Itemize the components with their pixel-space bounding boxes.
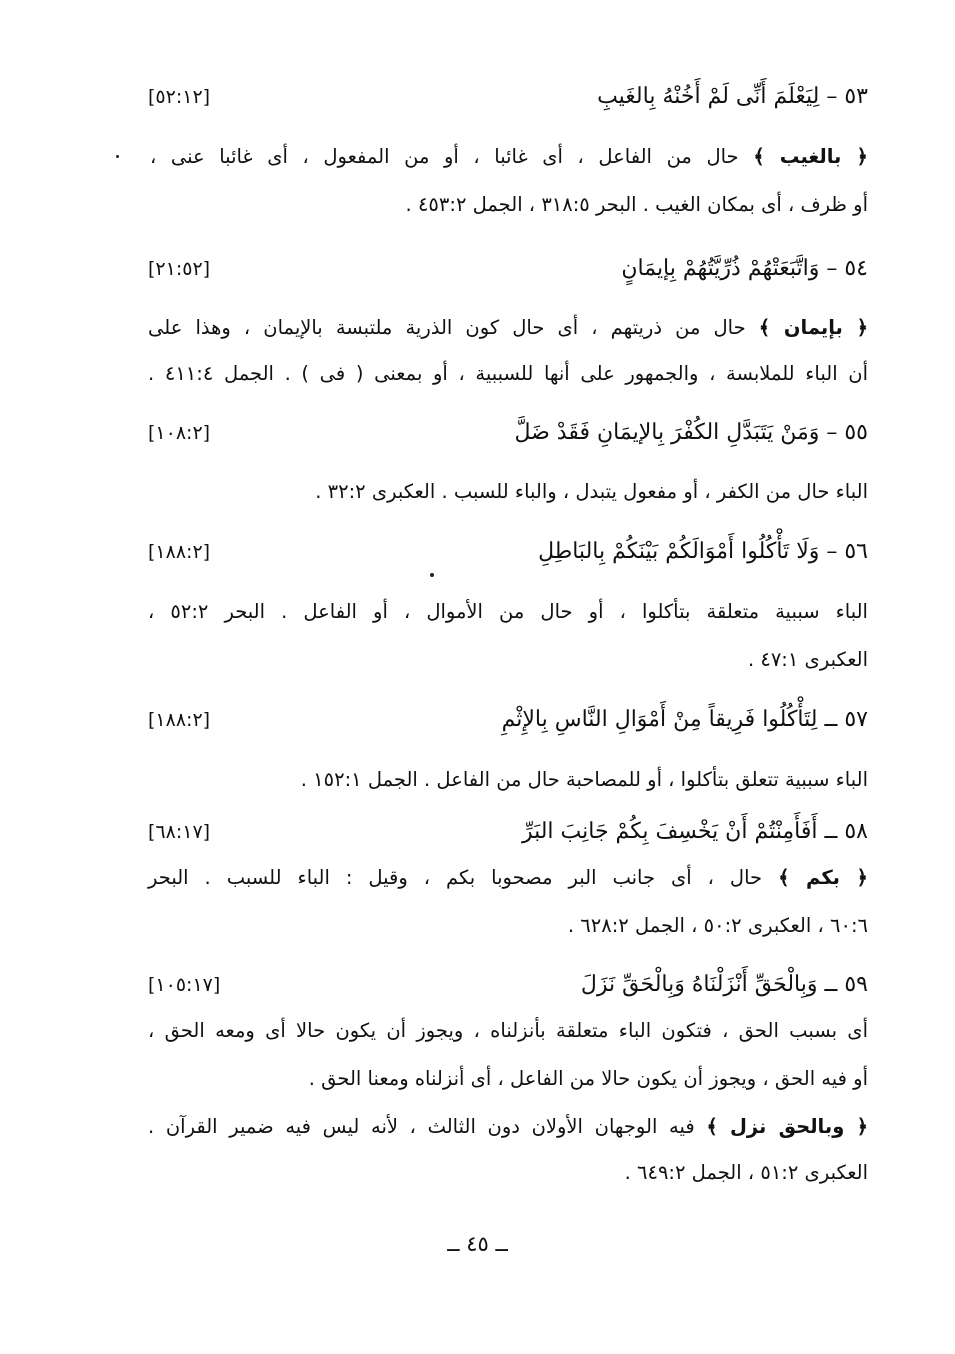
keyword: ﴿ وبالحق نزل ﴾ [706,1115,868,1138]
commentary-line [148,359,868,389]
verse-line-57 [148,705,868,735]
commentary-line [148,1158,868,1188]
commentary-text: حال ، أى جانب البر مصحوبا بكم ، وقيل : الباء للسبب . البحر [148,866,779,889]
commentary-text: حال من ذريتهم ، أى حال كون الذرية ملتبسة بالإيمان ، وهذا على [148,316,759,339]
verse-line-53 [148,82,868,112]
commentary-text: الباء سببية تتعلق بتأكلوا ، أو للمصاحبة حال من الفاعل . الجمل ١٥٢:١ . [300,768,868,791]
commentary-text: العكبرى ٤٧:١ . [747,648,868,671]
verse-line-58 [148,817,868,847]
commentary-line [148,765,868,795]
verse-text: ٥٣ – لِيَعْلَمَ أَنِّى لَمْ أَخُنْهُ بِالغَيبِ [597,84,868,109]
verse-line-59 [148,970,868,1000]
page-number: ــ ٤٥ ــ [447,1232,508,1256]
verse-text: ٥٩ ــ وَبِالْحَقِّ أَنْزَلْنَاهُ وَبِالْحَقِّ نَزَلَ [580,972,868,997]
commentary-line [148,1112,868,1142]
commentary-line [148,645,868,675]
commentary-text: الباء سببية متعلقة بتأكلوا ، أو حال من الأموال ، أو الفاعل . البحر ٥٢:٢ ، [148,600,868,623]
commentary-text: حال من الفاعل ، أى غائبا ، أو من المفعول ، أى غائبا عنى ، [150,145,754,168]
commentary-line [148,313,868,343]
keyword: ﴿ بالغيب ﴾ [753,145,868,168]
commentary-line [148,597,868,627]
verse-line-54 [148,254,868,284]
keyword: ﴿ بإيمان ﴾ [758,316,868,339]
commentary-line [148,1064,868,1094]
verse-reference: [٢١:٥٢] [148,258,211,280]
commentary-text: الباء حال من الكفر ، أو مفعول يتبدل ، والباء للسبب . العكبرى ٣٢:٢ . [315,480,868,503]
verse-reference: [١٠٨:٢] [148,422,211,444]
keyword: ﴿ بكم ﴾ [778,866,868,889]
verse-text: ٥٤ – وَاتَّبَعَتْهُمْ ذُرِّيَّتُهُمْ بِإيمَانٍ [621,256,868,281]
scan-speck [116,155,119,158]
commentary-text: فيه الوجهان الأولان دون الثالث ، لأنه ليس فيه ضمير القرآن . [148,1115,707,1138]
commentary-line [148,477,868,507]
verse-text: ٥٦ – وَلَا تَأْكُلُوا أَمْوَالَكُمْ بَيْنَكُمْ بِالبَاطِلِ [538,539,868,564]
commentary-text: أى بسبب الحق ، فتكون الباء متعلقة بأنزلناه ، ويجوز أن يكون حالا أى ومعه الحق ، [148,1019,868,1042]
commentary-text: أن الباء للملابسة ، والجمهور على أنها للسببية ، أو بمعنى ( فى ) . الجمل ٤١١:٤ . [148,362,868,385]
verse-text: ٥٧ ــ لِتَأْكُلُوا فَرِيقاً مِنْ أَمْوَالِ النَّاسِ بِالإِثْمِ [501,707,868,732]
verse-text: ٥٨ ــ أَفَأَمِنْتُمْ أَنْ يَخْسِفَ بِكُمْ جَانِبَ البَرِّ [521,819,868,844]
verse-reference: [١٨٨:٢] [148,709,211,731]
verse-reference: [١٨٨:٢] [148,541,211,563]
scan-speck [430,573,434,577]
commentary-text: أو ظرف ، أى بمكان الغيب . البحر ٣١٨:٥ ، الجمل ٤٥٣:٢ . [405,193,868,216]
verse-line-55 [148,418,868,448]
verse-line-56 [148,537,868,567]
commentary-line [148,190,868,220]
commentary-text: ٦٠:٦ ، العكبرى ٥٠:٢ ، الجمل ٦٢٨:٢ . [567,914,868,937]
commentary-line [150,142,868,172]
commentary-text: العكبرى ٥١:٢ ، الجمل ٦٤٩:٢ . [624,1161,868,1184]
verse-reference: [٦٨:١٧] [148,821,211,843]
commentary-line [148,911,868,941]
commentary-line [148,1016,868,1046]
verse-text: ٥٥ – وَمَنْ يَتَبَدَّلِ الكُفْرَ بِالإيمَانِ فَقَدْ ضَلَّ [514,420,868,445]
commentary-text: أو فيه الحق ، ويجوز أن يكون حالا من الفاعل ، أى أنزلناه ومعنا الحق . [308,1067,868,1090]
verse-reference: [١٠٥:١٧] [148,974,221,996]
commentary-line [148,863,868,893]
verse-reference: [٥٢:١٢] [148,86,211,108]
